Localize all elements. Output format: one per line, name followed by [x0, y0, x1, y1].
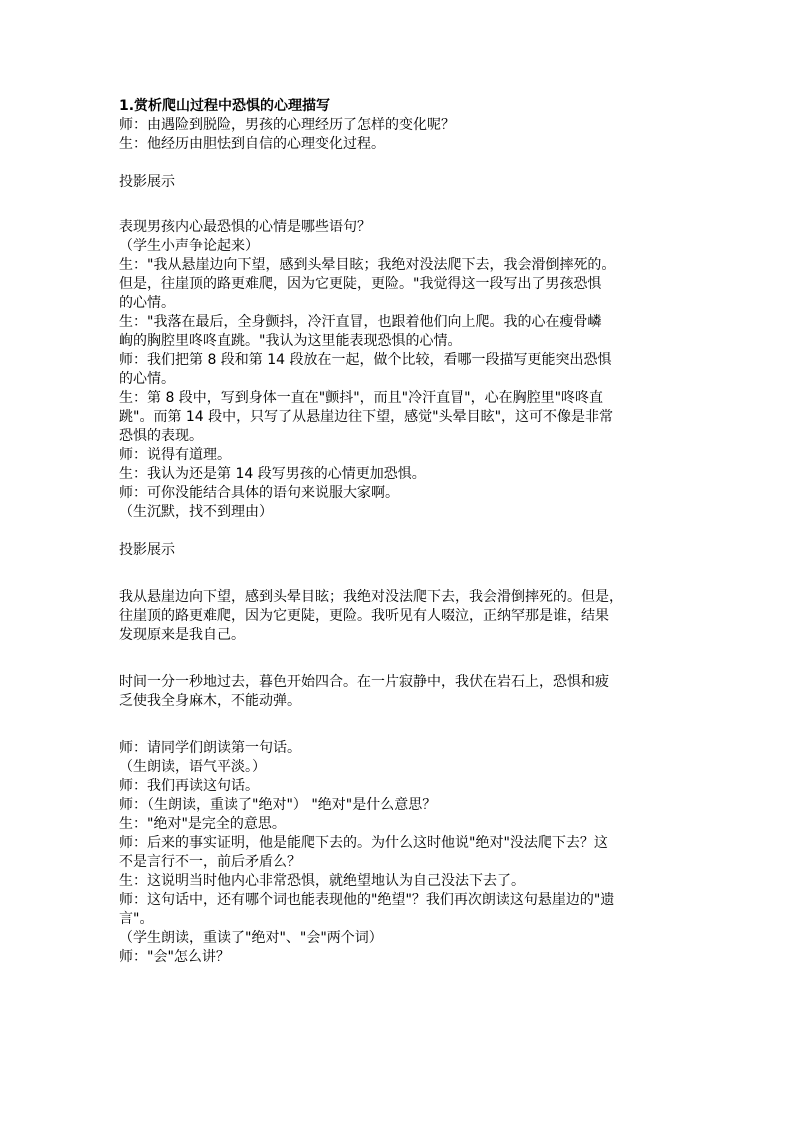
dialogue-line: 师："会"怎么讲？	[119, 949, 230, 965]
dialogue-line: 生：我认为还是第 14 段写男孩的心情更加恐惧。	[119, 466, 426, 482]
dialogue-line: 师：说得有道理。	[119, 447, 231, 463]
paragraph-gap	[119, 522, 679, 541]
projection-label: 投影展示	[119, 174, 175, 190]
dialogue-line: 的心情。	[119, 371, 175, 387]
quoted-passage-line: 我从悬崖边向下望，感到头晕目眩；我绝对没法爬下去，我会滑倒摔死的。但是，	[119, 589, 623, 605]
paragraph-gap	[119, 154, 679, 173]
dialogue-line: 生："我落在最后，全身颤抖，冷汗直冒，也跟着他们向上爬。我的心在瘦骨嶙	[119, 314, 602, 330]
paragraph-gap	[119, 645, 679, 673]
stage-direction: （生朗读，语气平淡。）	[119, 759, 266, 775]
quoted-passage-line: 乏使我全身麻木，不能动弹。	[119, 693, 301, 709]
paragraph-gap	[119, 560, 679, 588]
section-title: 1.赏析爬山过程中恐惧的心理描写	[119, 98, 331, 114]
dialogue-line: 峋的胸腔里咚咚直跳。"我认为这里能表现恐惧的心情。	[119, 333, 462, 349]
quoted-passage-line: 时间一分一秒地过去，暮色开始四合。在一片寂静中，我伏在岩石上，恐惧和疲	[119, 674, 609, 690]
paragraph-gap	[119, 192, 679, 218]
question-line: 表现男孩内心最恐惧的心情是哪些语句？	[119, 219, 371, 235]
dialogue-line: 师：（生朗读，重读了"绝对"） "绝对"是什么意思？	[119, 797, 437, 813]
quoted-passage-line: 发现原来是我自己。	[119, 627, 245, 643]
dialogue-line: 师：我们再读这句话。	[119, 778, 259, 794]
stage-direction: （学生朗读，重读了"绝对"、"会"两个词）	[119, 930, 383, 946]
dialogue-line: 的心情。	[119, 295, 175, 311]
stage-direction: （生沉默，找不到理由）	[119, 504, 273, 520]
dialogue-line: 言"。	[119, 911, 154, 927]
dialogue-line: 但是，往崖顶的路更难爬，因为它更陡，更险。"我觉得这一段写出了男孩恐惧	[119, 276, 602, 292]
stage-direction: （学生小声争论起来）	[119, 238, 259, 254]
quoted-passage-line: 往崖顶的路更难爬，因为它更陡，更险。我听见有人啜泣，正纳罕那是谁，结果	[119, 608, 609, 624]
dialogue-line: 师：请同学们朗读第一句话。	[119, 740, 301, 756]
dialogue-line: 师：这句话中，还有哪个词也能表现他的"绝望"？我们再次朗读这句悬崖边的"遗	[119, 892, 615, 908]
dialogue-line: 跳"。而第 14 段中，只写了从悬崖边往下望，感觉"头晕目眩"，这可不像是非常	[119, 409, 614, 425]
document-body	[119, 97, 679, 967]
dialogue-line: 生：第 8 段中，写到身体一直在"颤抖"，而且"冷汗直冒"，心在胸腔里"咚咚直	[119, 390, 604, 406]
dialogue-line: 师：由遇险到脱险，男孩的心理经历了怎样的变化呢？	[119, 117, 455, 133]
dialogue-line: 师：我们把第 8 段和第 14 段放在一起，做个比较，看哪一段描写更能突出恐惧	[119, 352, 612, 368]
dialogue-line: 师：后来的事实证明，他是能爬下去的。为什么这时他说"绝对"没法爬下去？这	[119, 835, 608, 851]
dialogue-line: 生：这说明当时他内心非常恐惧，就绝望地认为自己没法下去了。	[119, 873, 525, 889]
projection-label: 投影展示	[119, 542, 175, 558]
dialogue-line: 生："绝对"是完全的意思。	[119, 816, 286, 832]
dialogue-line: 生："我从悬崖边向下望，感到头晕目眩；我绝对没法爬下去，我会滑倒摔死的。	[119, 257, 616, 273]
paragraph-gap	[119, 711, 679, 739]
dialogue-line: 恐惧的表现。	[119, 428, 203, 444]
dialogue-line: 师：可你没能结合具体的语句来说服大家啊。	[119, 485, 399, 501]
dialogue-line: 生：他经历由胆怯到自信的心理变化过程。	[119, 136, 385, 152]
dialogue-line: 不是言行不一，前后矛盾么？	[119, 854, 301, 870]
